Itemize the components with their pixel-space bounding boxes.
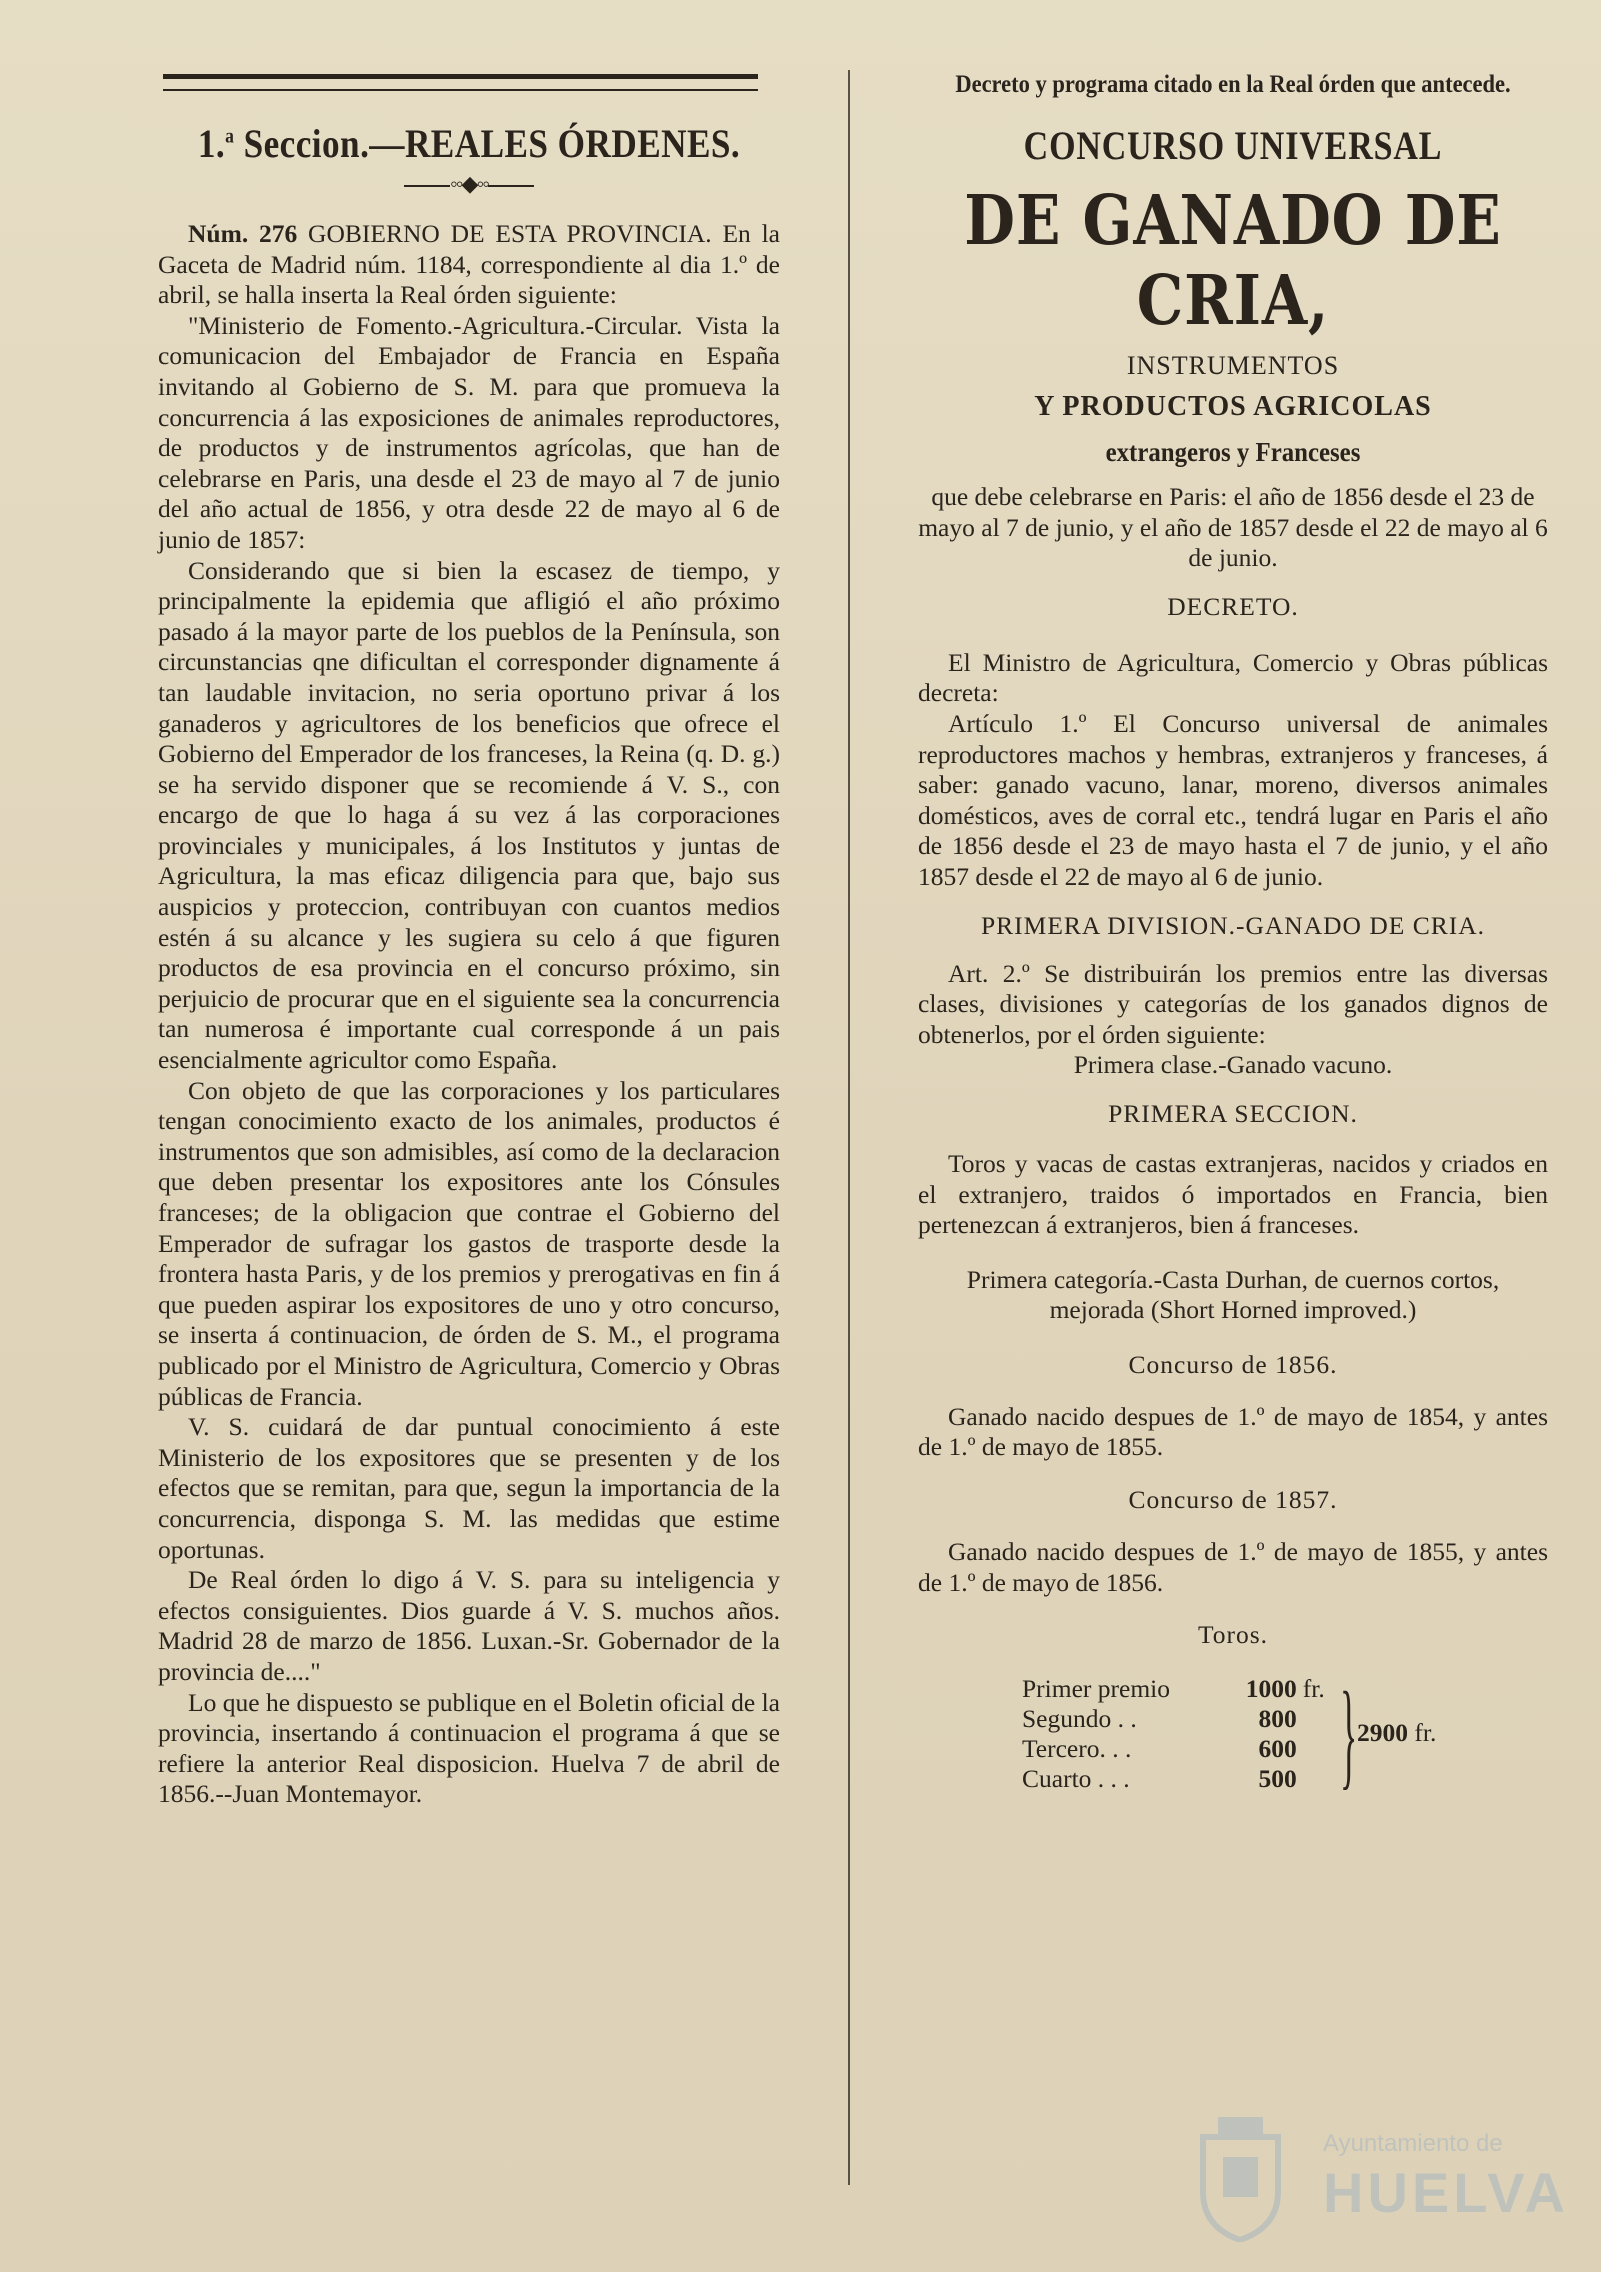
prize-value: 500 [1258, 1764, 1297, 1794]
categoria-text: Primera categoría.-Casta Durhan, de cuernos cortos, mejorada (Short Horned improved.) [966, 1264, 1500, 1325]
prize-label: Segundo . . [1022, 1704, 1137, 1734]
paragraph-4: Con objeto de que las corporaciones y los particulares tengan conocimiento exacto de los animales, productos é instrumentos que son admisibles, así como de la declaracion que deben presentar los expositores ante los Cónsules franceses; de la obligacion que contrae el Gobierno del Emperador de sufragar los gastos de trasporte desde la frontera hasta Paris, y de los premios y prerogativas en fin á que pueden aspirar los expositores de uno y otro concurso, se inserta á continuacion, de órden de S. M., el programa publicado por el Ministro de Agricultura, Comercio y Obras públicas de Francia. [158, 1075, 780, 1411]
subtitle-extrangeros: extrangeros y Franceses [1105, 437, 1361, 467]
ornament-divider: ◦◦◆◦◦ [158, 171, 780, 197]
section-number: 1. [197, 121, 226, 166]
prize-row [1022, 1704, 1342, 1734]
prize-table [1022, 1667, 1548, 1801]
subtitle-instrumentos: INSTRUMENTOS [1126, 351, 1340, 380]
watermark-line-2: HUELVA [1323, 2161, 1569, 2224]
ganado-1856-text: Ganado nacido despues de 1.º de mayo de 1854, y antes de 1.º de mayo de 1855. [918, 1401, 1548, 1462]
ganado-1857-text: Ganado nacido despues de 1.º de mayo de 1855, y antes de 1.º de mayo de 1856. [918, 1537, 1548, 1597]
prize-value: 1000 [1245, 1674, 1297, 1704]
left-column [158, 120, 780, 1810]
prize-label: Primer premio [1022, 1674, 1171, 1704]
title-ganado: DE GANADO DE CRIA, [964, 181, 1502, 341]
section-superscript: a [225, 125, 235, 148]
paragraph-3: Considerando que si bien la escasez de tiempo, y principalmente la epidemia que afligió el año próximo pasado á la mayor parte de los pueblos de la Península, son circunstancias qne dificultan el corresponder dignamente á tan laudable invitacion, no seria oportuno privar á los ganaderos y agricultores de los beneficios que ofrece el Gobierno del Emperador de los franceses, la Reina (q. D. g.) se ha servido disponer que se recomiende á V. S., con encargo de que lo haga á su vez á las corporaciones provinciales y municipales, á los Institutos y juntas de Agricultura, la mas eficaz diligencia para que, bajo sus auspicios y proteccion, contribuyan con cuantos medios estén á su alcance y les sugiera su celo á que figuren productos de esa provincia en el concurso próximo, sin perjuicio de procurar que en el siguiente sea la concurrencia tan numerosa é importante cual corresponde á un pais esencialmente agricultor como España. [158, 555, 780, 1075]
paragraph-2: "Ministerio de Fomento.-Agricultura.-Circular. Vista la comunicacion del Embajador de Francia en España invitando al Gobierno de S. M. para que promueva la concurrencia á las exposiciones de animales reproductores, de productos y de instrumentos agrícolas, que han de celebrarse en Paris, una desde el 23 de mayo al 7 de junio del año actual de 1856, y otra desde 22 de mayo al 6 de junio de 1857: [158, 310, 780, 554]
section-title [195, 120, 742, 167]
prize-row [1022, 1674, 1342, 1704]
decreto-intro: El Ministro de Agricultura, Comercio y Obras públicas decreta: [918, 647, 1548, 708]
prize-value: 800 [1258, 1704, 1297, 1734]
clase-heading: Primera clase.-Ganado vacuno. [1073, 1050, 1393, 1080]
article-2: Art. 2.º Se distribuirán los premios entre las diversas clases, divisiones y categorías de los ganados dignos de obtenerlos, por el órden siguiente: [918, 958, 1548, 1049]
prize-unit [1297, 1764, 1342, 1794]
coat-of-arms-icon [1193, 2112, 1288, 2242]
article-number: Núm. 276 [188, 219, 298, 248]
prize-row [1022, 1764, 1342, 1794]
prize-unit [1297, 1704, 1342, 1734]
right-column [918, 70, 1548, 1801]
paragraph-5: V. S. cuidará de dar puntual conocimiento á este Ministerio de los expositores que se presenten y de los efectos que se remitan, para que, segun la importancia de la concurrencia, disponga S. M. las medidas que estime oportunas. [158, 1412, 780, 1564]
column-divider [848, 70, 850, 2185]
concurso-1857-heading: Concurso de 1857. [1128, 1485, 1338, 1515]
brace-icon: } [1340, 1667, 1358, 1801]
toros-heading: Toros. [1197, 1620, 1269, 1650]
toros-vacas-text: Toros y vacas de castas extranjeras, nacidos y criados en el extranjero, traidos ó importados en Francia, bien pertenezcan á extranjeros, bien á franceses. [918, 1148, 1548, 1240]
prize-label: Tercero. . . [1022, 1734, 1132, 1764]
prize-unit [1297, 1734, 1342, 1764]
seccion-heading: PRIMERA SECCION. [1108, 1098, 1358, 1128]
paragraph-7: Lo que he dispuesto se publique en el Boletin oficial de la provincia, insertando á continuacion el programa á que se refiere la anterior Real disposicion. Huelva 7 de abril de 1856.--Juan Montemayor. [158, 1687, 780, 1809]
intro-text: que debe celebrarse en Paris: el año de 1856 desde el 23 de mayo al 7 de junio, y el año de 1857 desde el 22 de mayo al 6 de junio. [918, 482, 1548, 573]
prize-label: Cuarto . . . [1022, 1764, 1130, 1794]
prize-total: 2900 fr. [1357, 1718, 1437, 1748]
article-1: Artículo 1.º El Concurso universal de animales reproductores machos y hembras, extranjeros y franceses, á saber: ganado vacuno, lanar, moreno, diversos animales domésticos, aves de corral etc., tendrá lugar en Paris el año de 1856 desde el 23 de mayo hasta el 7 de junio, y el año 1857 desde el 22 de mayo al 6 de junio. [918, 708, 1548, 891]
division-heading: PRIMERA DIVISION.-GANADO DE CRIA. [980, 910, 1486, 940]
decreto-heading: DECRETO. [1167, 591, 1299, 621]
prize-value: 600 [1258, 1734, 1297, 1764]
title-concurso: CONCURSO UNIVERSAL [1023, 123, 1443, 168]
paragraph-text: GOBIERNO DE ESTA PROVINCIA. En la Gaceta de Madrid núm. 1184, correspondiente al dia 1.º de abril, se halla inserta la Real órden siguiente: [158, 219, 780, 310]
concurso-1856-heading: Concurso de 1856. [1128, 1349, 1338, 1379]
top-double-rule [163, 74, 758, 91]
section-title-text: Seccion.—REALES ÓRDENES. [243, 121, 741, 166]
prize-unit: fr. [1302, 1674, 1325, 1704]
subtitle-productos: Y PRODUCTOS AGRICOLAS [1034, 391, 1432, 422]
paragraph-1 [158, 219, 780, 311]
prize-row [1022, 1734, 1342, 1764]
watermark [1193, 2112, 1569, 2252]
watermark-line-1: Ayuntamiento de [1323, 2130, 1503, 2157]
paragraph-6: De Real órden lo digo á V. S. para su inteligencia y efectos consiguientes. Dios guarde á V. S. muchos años. Madrid 28 de marzo de 1856. Luxan.-Sr. Gobernador de la provincia de...." [158, 1565, 780, 1686]
decree-header: Decreto y programa citado en la Real órden que antecede. [955, 71, 1511, 98]
